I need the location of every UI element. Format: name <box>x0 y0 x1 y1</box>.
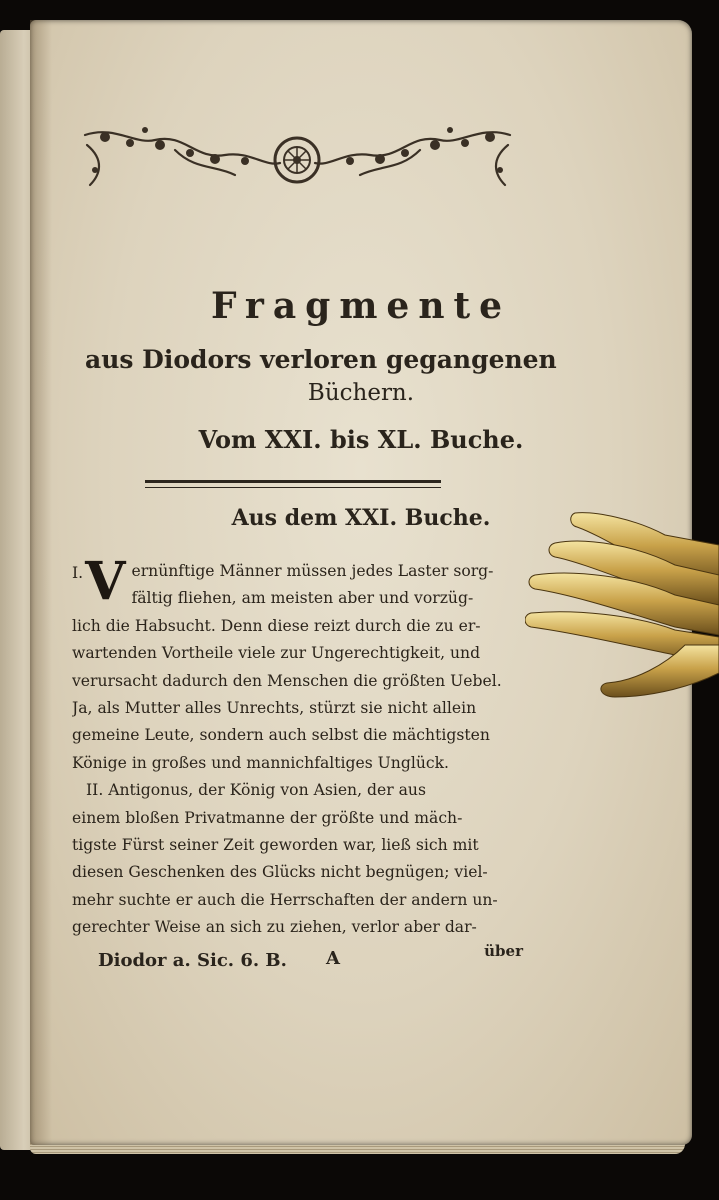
book-range: Vom XXI. bis XL. Buche. <box>198 425 524 454</box>
paragraph-number: I. <box>72 564 84 582</box>
body-text <box>72 551 527 942</box>
text-line: wartenden Vortheile viele zur Ungerechtigkeit, und <box>72 644 481 663</box>
text-line: mehr suchte er auch die Herrschaften der andern un- <box>72 890 498 909</box>
text-line: gerechter Weise an sich zu ziehen, verlor aber dar- <box>72 918 477 937</box>
text-line: Könige in großes und mannichfaltiges Unglück. <box>72 753 450 772</box>
text-line: diesen Geschenken des Glücks nicht begnügen; viel- <box>72 863 488 882</box>
floral-garland-ornament <box>75 115 520 195</box>
text-line: fältig fliehen, am meisten aber und vorzüg- <box>131 589 474 608</box>
text-line: einem bloßen Privatmanne der größte und mäch- <box>72 808 463 827</box>
text-line: II. Antigonus, der König von Asien, der aus <box>86 781 426 800</box>
paragraph-2 <box>72 777 527 941</box>
text-line: ernünftige Männer müssen jedes Laster sorg- <box>131 562 494 580</box>
text-line: verursacht dadurch den Menschen die größten Uebel. <box>72 671 502 690</box>
signature-letter: A <box>326 948 340 969</box>
subtitle-line-1: aus Diodors verloren gegangenen <box>85 345 557 374</box>
paragraph-1 <box>72 551 527 777</box>
page-title: Fragmente <box>210 285 512 327</box>
catchword: über <box>484 942 523 960</box>
subtitle-line-2: Büchern. <box>307 380 415 406</box>
double-rule-divider <box>145 480 441 488</box>
text-line: lich die Habsucht. Denn diese reizt durch die zu er- <box>72 616 481 635</box>
rosette-icon <box>275 138 319 182</box>
section-heading: Aus dem XXI. Buche. <box>231 505 491 531</box>
text-line: gemeine Leute, sondern auch selbst die mächtigsten <box>72 726 490 745</box>
page-gutter-shadow <box>30 20 52 1145</box>
page-footer <box>98 942 523 972</box>
text-line: tigste Fürst seiner Zeit geworden war, ließ sich mit <box>72 836 479 855</box>
drop-cap: V <box>85 551 126 612</box>
text-line: Ja, als Mutter alles Unrechts, stürzt sie nicht allein <box>72 699 477 718</box>
brass-hand-page-holder-icon <box>525 505 719 705</box>
printer-signature: Diodor a. Sic. 6. B. <box>98 950 287 971</box>
